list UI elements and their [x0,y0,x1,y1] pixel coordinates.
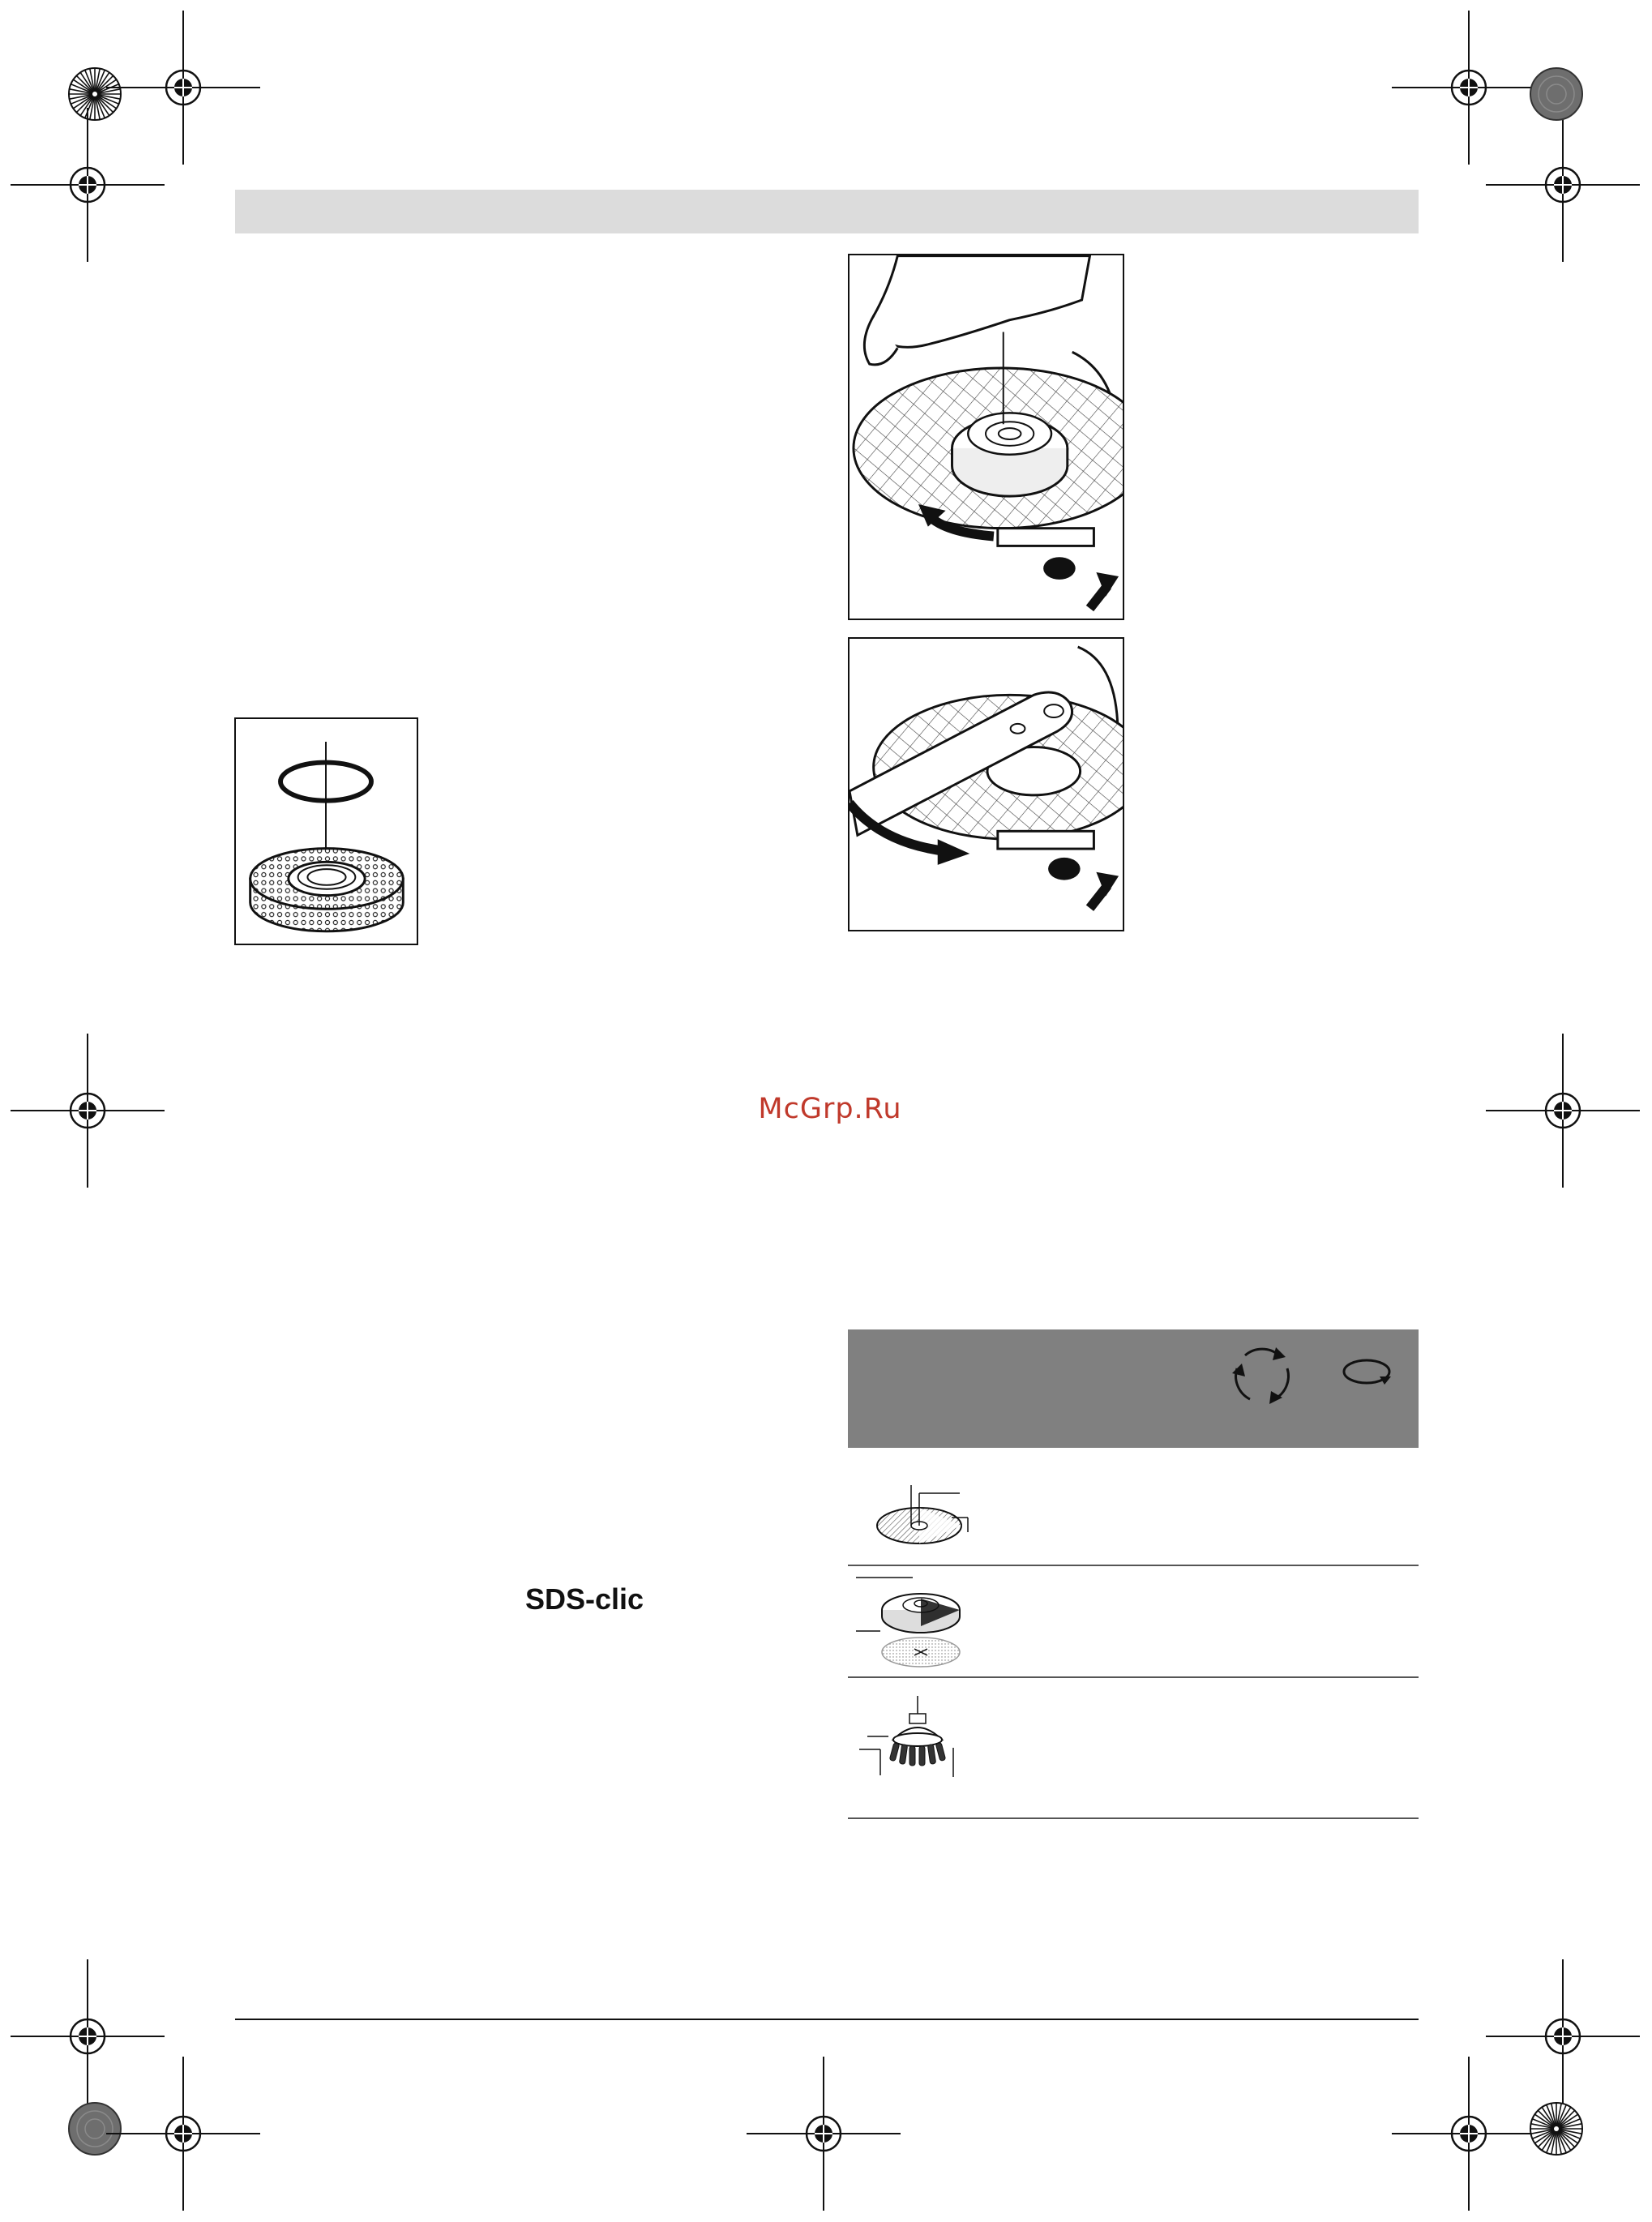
tools-table-header [848,1329,1419,1448]
tools-table-row-cup-brush [848,1680,1419,1817]
row-divider [848,1676,1419,1678]
row-divider [848,1565,1419,1566]
tools-table-row-cutting-disc [848,1459,1419,1565]
figure-two-pin-spanner [848,637,1124,931]
figure-clamping-ring [234,717,418,945]
cup-brush-icon [856,1691,978,1805]
tools-table-row-flap-disc [848,1568,1419,1676]
rotation-icon [1339,1352,1397,1393]
flap-disc-icon [856,1574,994,1672]
watermark: McGrp.Ru [758,1093,902,1125]
recycle-icon [1229,1341,1295,1407]
figure-quick-clamp-nut [848,254,1124,620]
footer-rule [235,2019,1419,2020]
row-divider [848,1817,1419,1819]
sds-clic-logo: SDS-clic [525,1582,644,1616]
header-band [235,190,1419,233]
cutting-disc-icon [871,1475,984,1556]
